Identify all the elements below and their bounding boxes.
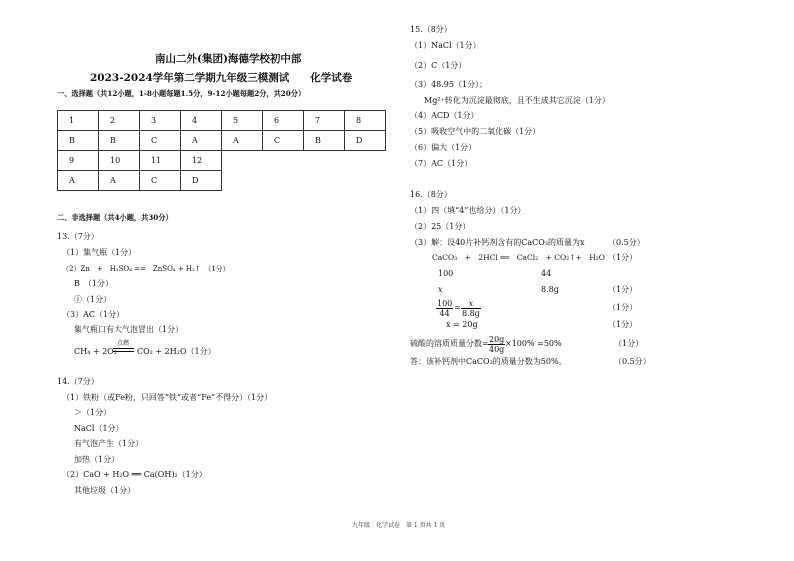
- choice-answer-table: [57, 110, 386, 191]
- score-note: （1分）: [608, 320, 638, 329]
- table-cell-empty: [222, 151, 263, 171]
- section-1-heading: 一、选择题（共12小题，1-8小题每题1.5分，9-12小题每题2分，共20分）: [57, 89, 306, 98]
- proportion-right: [461, 299, 481, 318]
- q14-line: 其他垃圾（1分）: [74, 486, 136, 495]
- proportion-left: [436, 299, 453, 318]
- q14-line: ＞（1分）: [74, 408, 112, 417]
- final-answer: 答：该补钙剂中CaCO₃的质量分数为50%。: [410, 357, 567, 366]
- chemical-equation: CaCO₃ + 2HCl ══ CaCl₂ + CO₂↑+ H₂O: [432, 253, 605, 262]
- table-row: [58, 131, 386, 151]
- table-cell-empty: [304, 151, 345, 171]
- table-cell: 2: [99, 111, 140, 131]
- table-row: [58, 151, 386, 171]
- equals-sign: =: [454, 303, 461, 312]
- q13-line: ①（1分）: [74, 295, 112, 304]
- q16-line: （2）25（1分）: [410, 222, 471, 231]
- q13-line: 集气瓶口有大气泡冒出（1分）: [74, 325, 184, 334]
- table-cell-empty: [263, 171, 304, 191]
- exam-title: 2023-2024学年第二学期九年级三模测试 化学试卷: [90, 72, 353, 84]
- table-cell: A: [222, 131, 263, 151]
- section-2-heading: 二、非选择题（共4小题，共30分）: [57, 213, 173, 222]
- q14-line: NaCl（1分）: [74, 424, 124, 433]
- unknown-mass: x: [438, 285, 443, 294]
- table-cell: 11: [140, 151, 181, 171]
- fraction-denominator: 8.8g: [462, 309, 480, 318]
- table-cell: 6: [263, 111, 304, 131]
- table-cell-empty: [222, 171, 263, 191]
- fraction-denominator: 40g: [489, 345, 505, 354]
- mass-fraction-label: 硫酸的溶质质量分数=: [410, 339, 489, 348]
- score-note: （0.5分）: [608, 238, 645, 247]
- table-cell: 5: [222, 111, 263, 131]
- q15-line: （4）ACD（1分）: [410, 111, 479, 120]
- table-cell: 4: [181, 111, 222, 131]
- q15-line: Mg²⁺转化为沉淀最彻底，且不生成其它沉淀（1分）: [424, 96, 610, 105]
- table-cell: B: [304, 131, 345, 151]
- q13-line: （2）Zn + H₂SO₄ == ZnSO₄ + H₂↑ （1分）: [62, 265, 230, 273]
- table-cell: A: [99, 171, 140, 191]
- q13-heading: 13.（7分）: [57, 232, 99, 241]
- known-mass: 8.8g: [541, 285, 559, 294]
- table-cell: D: [345, 131, 386, 151]
- table-cell: 8: [345, 111, 386, 131]
- q15-line: （1）NaCl（1分）: [410, 41, 481, 50]
- molar-mass-2: 44: [541, 269, 552, 278]
- table-cell: A: [58, 171, 99, 191]
- table-cell-empty: [263, 151, 304, 171]
- table-cell: 3: [140, 111, 181, 131]
- table-cell: C: [140, 171, 181, 191]
- table-cell: 12: [181, 151, 222, 171]
- q14-line: （1）铁粉（或Fe粉，只回答“铁”或者“Fe”不得分）（1分）: [62, 393, 273, 402]
- score-note: （0.5分）: [614, 357, 651, 366]
- q15-line: （6）偏大（1分）: [410, 143, 477, 152]
- mass-fraction-result: ×100% =50%: [505, 339, 562, 348]
- table-row: [58, 111, 386, 131]
- score-note: （1分）: [608, 285, 638, 294]
- table-cell-empty: [345, 171, 386, 191]
- fraction-numerator: 100: [437, 299, 453, 308]
- fraction-denominator: 44: [439, 309, 450, 318]
- q13-equation-right: CO₂ + 2H₂O（1分）: [137, 347, 216, 356]
- fraction-numerator: 20g: [489, 335, 505, 344]
- school-title: 南山二外(集团)海德学校初中部: [155, 53, 302, 65]
- result-line: x = 20g: [446, 320, 478, 329]
- q14-heading: 14.（7分）: [57, 377, 99, 386]
- table-cell: D: [181, 171, 222, 191]
- table-cell: B: [58, 131, 99, 151]
- q15-line: （3）48.95（1分）；: [410, 80, 488, 89]
- page-footer: 九年级 化学试卷 第 1 页共 1 页: [352, 522, 446, 529]
- q16-line: （3）解：设40片补钙剂含有的CaCO₃的质量为x: [410, 238, 585, 247]
- table-cell: 7: [304, 111, 345, 131]
- score-note: （1分）: [614, 339, 644, 348]
- table-cell-empty: [304, 171, 345, 191]
- q15-line: （5）吸收空气中的二氧化碳（1分）: [410, 127, 541, 136]
- q13-line: （1）集气瓶（1分）: [62, 248, 137, 257]
- q16-heading: 16.（8分）: [410, 190, 452, 199]
- table-row: [58, 171, 386, 191]
- q13-equation-left: CH₄ + 2O₂: [74, 347, 117, 356]
- q13-line: （3）AC（1分）: [62, 310, 125, 319]
- table-cell: 10: [99, 151, 140, 171]
- score-note: （1分）: [608, 303, 638, 312]
- table-cell-empty: [345, 151, 386, 171]
- reaction-equals-sign: [113, 348, 134, 352]
- table-cell: B: [99, 131, 140, 151]
- q16-line: （1）四（填“4”也给分）（1分）: [410, 206, 526, 215]
- score-note: （1分）: [608, 253, 638, 262]
- mass-fraction: [488, 335, 505, 354]
- table-cell: C: [140, 131, 181, 151]
- table-cell: C: [263, 131, 304, 151]
- q15-heading: 15.（8分）: [410, 25, 452, 34]
- q15-line: （2）C（1分）: [410, 61, 467, 70]
- reaction-condition: 点燃: [117, 340, 130, 347]
- fraction-numerator: x: [461, 299, 481, 309]
- molar-mass-1: 100: [438, 269, 454, 278]
- table-cell: A: [181, 131, 222, 151]
- q15-line: （7）AC（1分）: [410, 159, 473, 168]
- q14-line: 有气泡产生（1分）: [74, 439, 144, 448]
- table-cell: 9: [58, 151, 99, 171]
- q14-line: 加热（1分）: [74, 455, 120, 464]
- q13-line: B （1分）: [74, 279, 113, 288]
- table-cell: 1: [58, 111, 99, 131]
- q14-line: （2）CaO + H₂O ══ Ca(OH)₂（1分）: [62, 470, 207, 479]
